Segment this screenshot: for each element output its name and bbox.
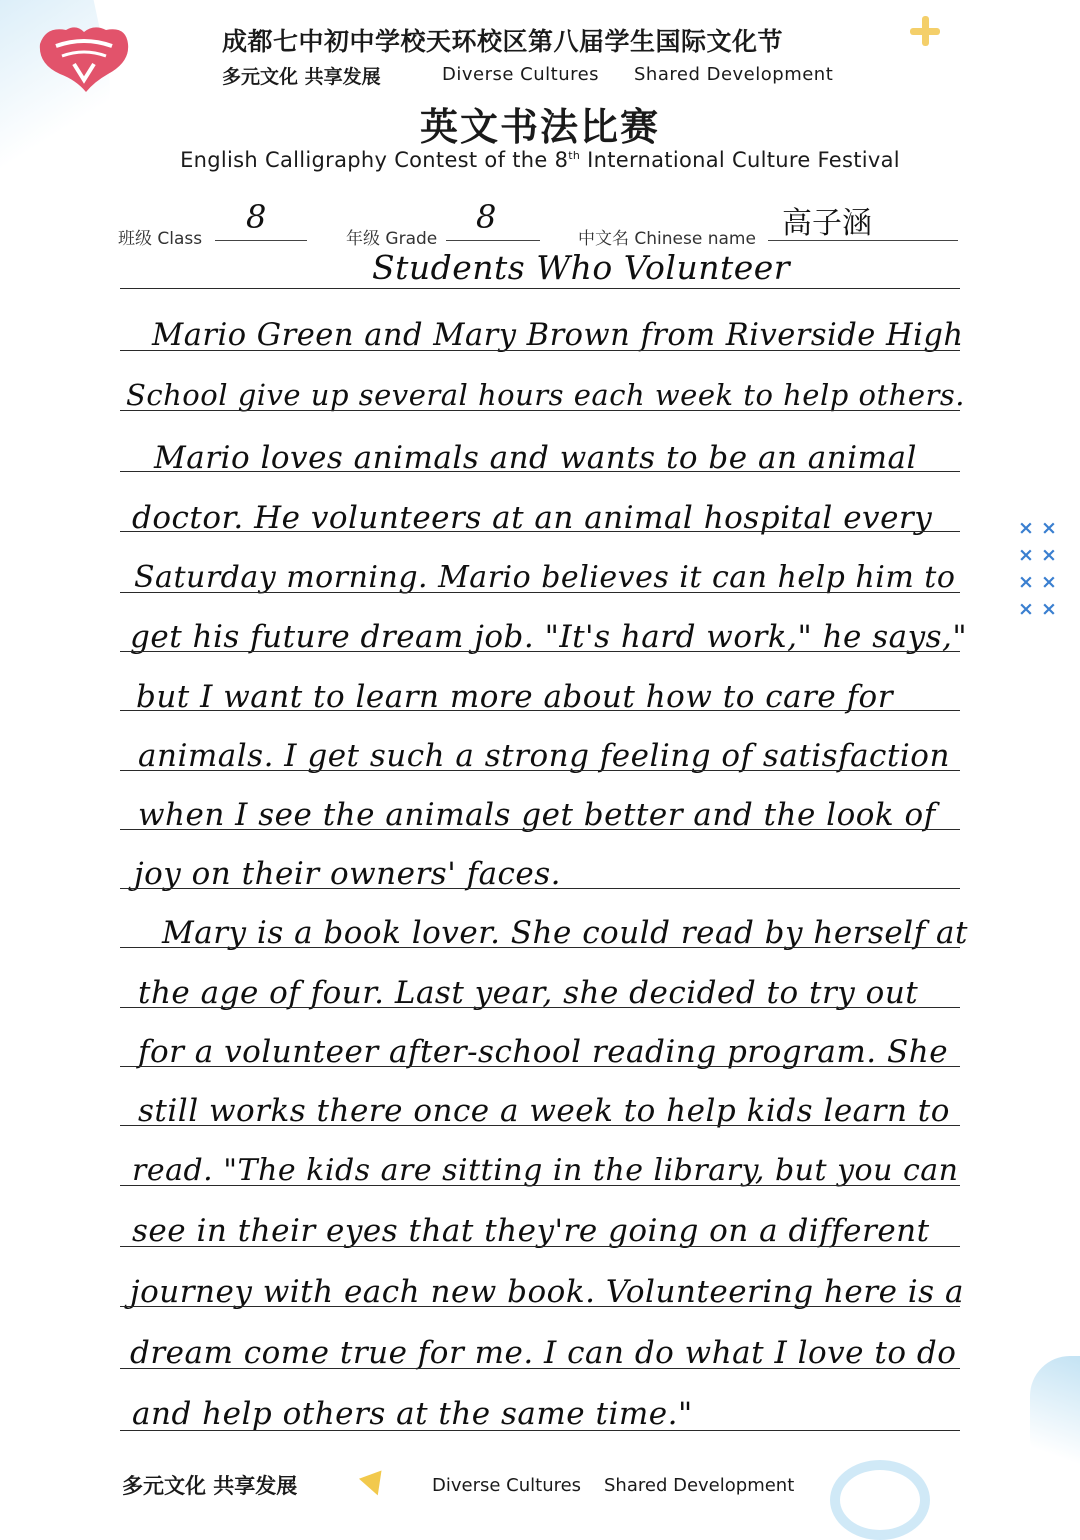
cross-mark-icon: × <box>1041 544 1057 566</box>
ruled-line <box>120 531 960 532</box>
ruled-line <box>120 1306 960 1307</box>
contest-title-en-sup: th <box>568 149 581 162</box>
ruled-line <box>120 410 960 411</box>
essay-line: get his future dream job. "It's hard work," he says," <box>130 619 968 655</box>
ruled-line <box>120 350 960 351</box>
essay-line: Saturday morning. Mario believes it can help him to <box>134 560 956 595</box>
grade-underline <box>446 240 540 241</box>
cross-mark-icon: × <box>1041 571 1057 593</box>
ruled-line <box>120 1185 960 1186</box>
essay-line: and help others at the same time." <box>132 1396 693 1432</box>
cross-mark-icon: × <box>1018 571 1034 593</box>
ruled-line <box>120 947 960 948</box>
essay-line: journey with each new book. Volunteering here is a <box>130 1274 964 1310</box>
ruled-line <box>120 888 960 889</box>
essay-line: Mario Green and Mary Brown from Riverside High <box>152 318 964 353</box>
essay-line: School give up several hours each week to help others. <box>126 378 965 412</box>
essay-line: but I want to learn more about how to care for <box>136 679 894 715</box>
decorative-swoosh-bottom-right <box>1030 1356 1080 1476</box>
cross-mark-icon: × <box>1018 517 1034 539</box>
slogan-en-shared: Shared Development <box>634 64 834 85</box>
ruled-line <box>120 288 960 289</box>
essay-line: doctor. He volunteers at an animal hospital every <box>132 500 933 536</box>
ruled-line <box>120 1246 960 1247</box>
footer-slogan-cn: 多元文化 共享发展 <box>122 1474 298 1498</box>
grade-label: 年级 Grade <box>346 229 438 249</box>
ruled-line <box>120 651 960 652</box>
class-underline <box>215 240 307 241</box>
ruled-line <box>120 1007 960 1008</box>
cross-mark-icon: × <box>1018 598 1034 620</box>
contest-title-en-post: International Culture Festival <box>580 148 900 172</box>
contest-title-cn: 英文书法比赛 <box>419 105 660 149</box>
essay-line: for a volunteer after-school reading program. She <box>138 1034 949 1070</box>
cross-mark-icon: × <box>1041 517 1057 539</box>
essay-line: still works there once a week to help kids learn to <box>138 1093 950 1129</box>
chinese-name-value: 高子涵 <box>782 206 872 241</box>
class-label: 班级 Class <box>118 229 203 249</box>
festival-logo-icon <box>36 22 132 94</box>
ruled-line <box>120 710 960 711</box>
ruled-line <box>120 1066 960 1067</box>
essay-line: read. "The kids are sitting in the library, but you can <box>132 1153 959 1188</box>
plus-decoration-icon <box>908 14 942 48</box>
essay-line: when I see the animals get better and the look of <box>138 797 936 833</box>
essay-line: dream come true for me. I can do what I love to do <box>130 1335 957 1371</box>
ruled-line <box>120 829 960 830</box>
triangle-decoration-icon <box>359 1471 389 1500</box>
footer-slogan <box>122 1470 882 1502</box>
essay-line: Mary is a book lover. She could read by herself at <box>162 915 968 951</box>
ruled-line <box>120 1430 960 1431</box>
contest-title-en <box>0 148 1080 172</box>
footer-slogan-en-shared: Shared Development <box>604 1475 795 1496</box>
ruled-line <box>120 471 960 472</box>
contest-title-en-pre: English Calligraphy Contest of the 8 <box>180 148 569 172</box>
header-slogan <box>222 62 862 90</box>
chinese-name-label: 中文名 Chinese name <box>578 229 756 249</box>
essay-line: joy on their owners' faces. <box>134 856 562 892</box>
grade-value: 8 <box>476 198 497 236</box>
footer-slogan-en-diverse: Diverse Cultures <box>432 1475 582 1496</box>
ruled-line <box>120 1125 960 1126</box>
essay-line: the age of four. Last year, she decided to try out <box>138 975 919 1011</box>
essay-title: Students Who Volunteer <box>372 248 791 287</box>
essay-line: see in their eyes that they're going on a different <box>132 1213 930 1249</box>
essay-line: animals. I get such a strong feeling of satisfaction <box>138 738 950 774</box>
class-value: 8 <box>246 198 267 236</box>
slogan-cn: 多元文化 共享发展 <box>222 66 381 88</box>
school-festival-title: 成都七中初中学校天环校区第八届学生国际文化节 <box>222 27 784 56</box>
cross-mark-icon: × <box>1041 598 1057 620</box>
ruled-line <box>120 1368 960 1369</box>
essay-line: Mario loves animals and wants to be an animal <box>154 440 917 476</box>
ruled-line <box>120 592 960 593</box>
cross-mark-icon: × <box>1018 544 1034 566</box>
ruled-line <box>120 770 960 771</box>
cross-pattern-decoration <box>1018 518 1064 620</box>
slogan-en-diverse: Diverse Cultures <box>442 64 600 85</box>
